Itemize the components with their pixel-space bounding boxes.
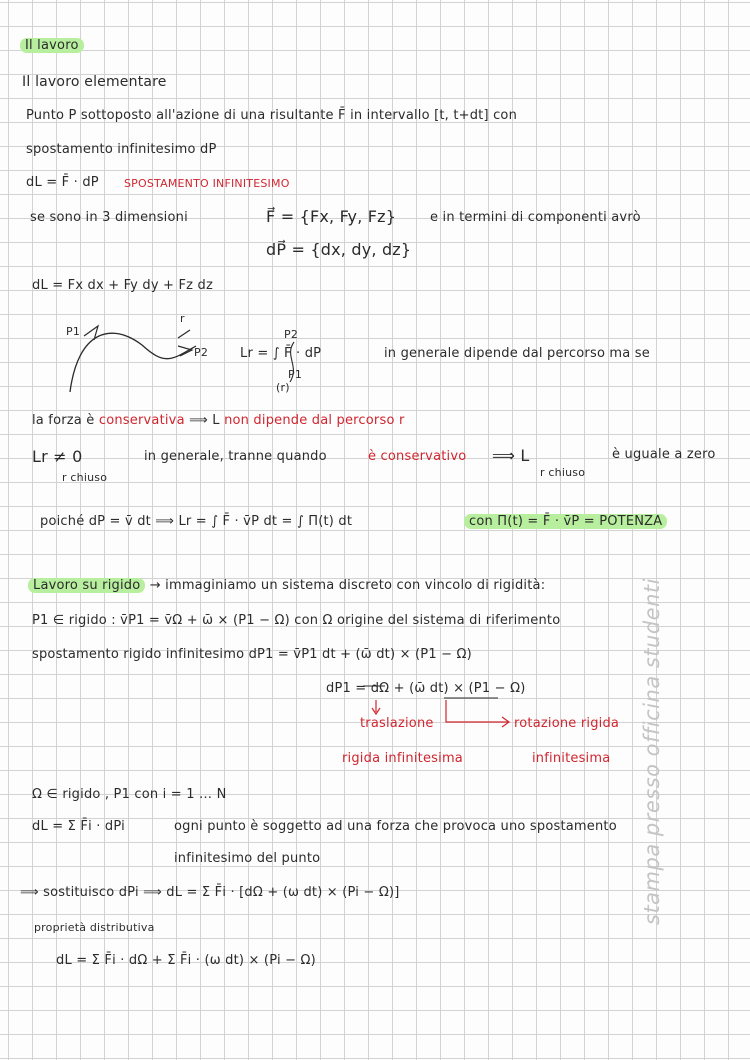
formula-velocity-rigid: P1 ∈ rigido : v̄P1 = v̄Ω + ω̄ × (P1 − Ω) con Ω origine del sistema di riferimento xyxy=(32,613,561,628)
watermark: stampa presso officina studenti xyxy=(640,578,664,925)
heading-lavoro-elementare: Il lavoro elementare xyxy=(22,74,167,90)
label-r: r xyxy=(180,312,185,325)
formula-force-components: F⃗ = {Fx, Fy, Fz} xyxy=(266,207,397,226)
formula-dl-sum: dL = Σ F̄i · dPi xyxy=(32,819,125,834)
text-line: è uguale a zero xyxy=(612,447,716,462)
label-p2: P2 xyxy=(194,346,209,359)
annotation-traslazione: traslazione xyxy=(360,716,434,731)
page-title: Il lavoro xyxy=(20,38,84,53)
annotation-conservativo: è conservativo xyxy=(368,449,467,464)
subscript-r-chiuso: r chiuso xyxy=(540,466,586,479)
annotation-spostamento: SPOSTAMENTO INFINITESIMO xyxy=(124,177,290,190)
formula-potenza: con Π(t) = F̄ · v̄P = POTENZA xyxy=(464,514,667,529)
formula-dp-components: dP⃗ = {dx, dy, dz} xyxy=(266,240,412,259)
annotation-rotazione: rotazione rigida xyxy=(514,716,620,731)
formula-l-closed: ⟹ L xyxy=(492,446,530,465)
formula-final: dL = Σ F̄i · dΩ + Σ F̄i · (ω dt) × (Pi − Ω) xyxy=(56,953,316,968)
formula-dl-components: dL = Fx dx + Fy dy + Fz dz xyxy=(32,278,213,293)
text-line: spostamento infinitesimo dP xyxy=(26,142,217,157)
text-line-conservativa: la forza è conservativa ⟹ L non dipende dal percorso r xyxy=(32,413,405,428)
formula-lr-closed: Lr ≠ 0 xyxy=(32,447,83,466)
label-distributive: proprietà distributiva xyxy=(34,921,155,934)
text-line: Punto P sottoposto all'azione di una risultante F̄ in intervallo [t, t+dt] con xyxy=(26,108,518,123)
formula-dp-decomposition: dP1 = dΩ + (ω̄ dt) × (P1 − Ω) xyxy=(326,681,526,696)
subscript-r-chiuso: r chiuso xyxy=(62,471,108,484)
formula-substitution: ⟹ sostituisco dPi ⟹ dL = Σ F̄i · [dΩ + (ω dt) × (Pi − Ω)] xyxy=(20,885,400,900)
text-line: in generale dipende dal percorso ma se xyxy=(384,346,650,361)
integral-path-label: (r) xyxy=(276,381,290,394)
integral-upper-limit: P2 xyxy=(284,328,299,341)
integral-lower-limit: P1 xyxy=(288,368,303,381)
formula-dl: dL = F̄ · dP xyxy=(26,175,99,190)
text-line: Ω ∈ rigido , P1 con i = 1 … N xyxy=(32,787,227,802)
annotation-infinitesima: infinitesima xyxy=(532,751,611,766)
formula-displacement-rigid: spostamento rigido infinitesimo dP1 = v̄P1 dt + (ω̄ dt) × (P1 − Ω) xyxy=(32,647,472,662)
annotation-rigida-infinitesima: rigida infinitesima xyxy=(342,751,463,766)
section-lavoro-rigido: Lavoro su rigido → immaginiamo un sistema discreto con vincolo di rigidità: xyxy=(28,578,545,593)
formula-line-integral: Lr = ∫ F̄ · dP xyxy=(240,346,322,361)
text-line: ogni punto è soggetto ad una forza che provoca uno spostamento xyxy=(174,819,617,834)
text-line: in generale, tranne quando xyxy=(144,449,327,464)
text-line: infinitesimo del punto xyxy=(174,851,321,866)
label-p1: P1 xyxy=(66,325,81,338)
text-line: e in termini di componenti avrò xyxy=(430,210,641,225)
text-line: se sono in 3 dimensioni xyxy=(30,210,188,225)
formula-power-integral: poiché dP = v̄ dt ⟹ Lr = ∫ F̄ · v̄P dt = ∫ Π(t) dt xyxy=(40,514,353,529)
